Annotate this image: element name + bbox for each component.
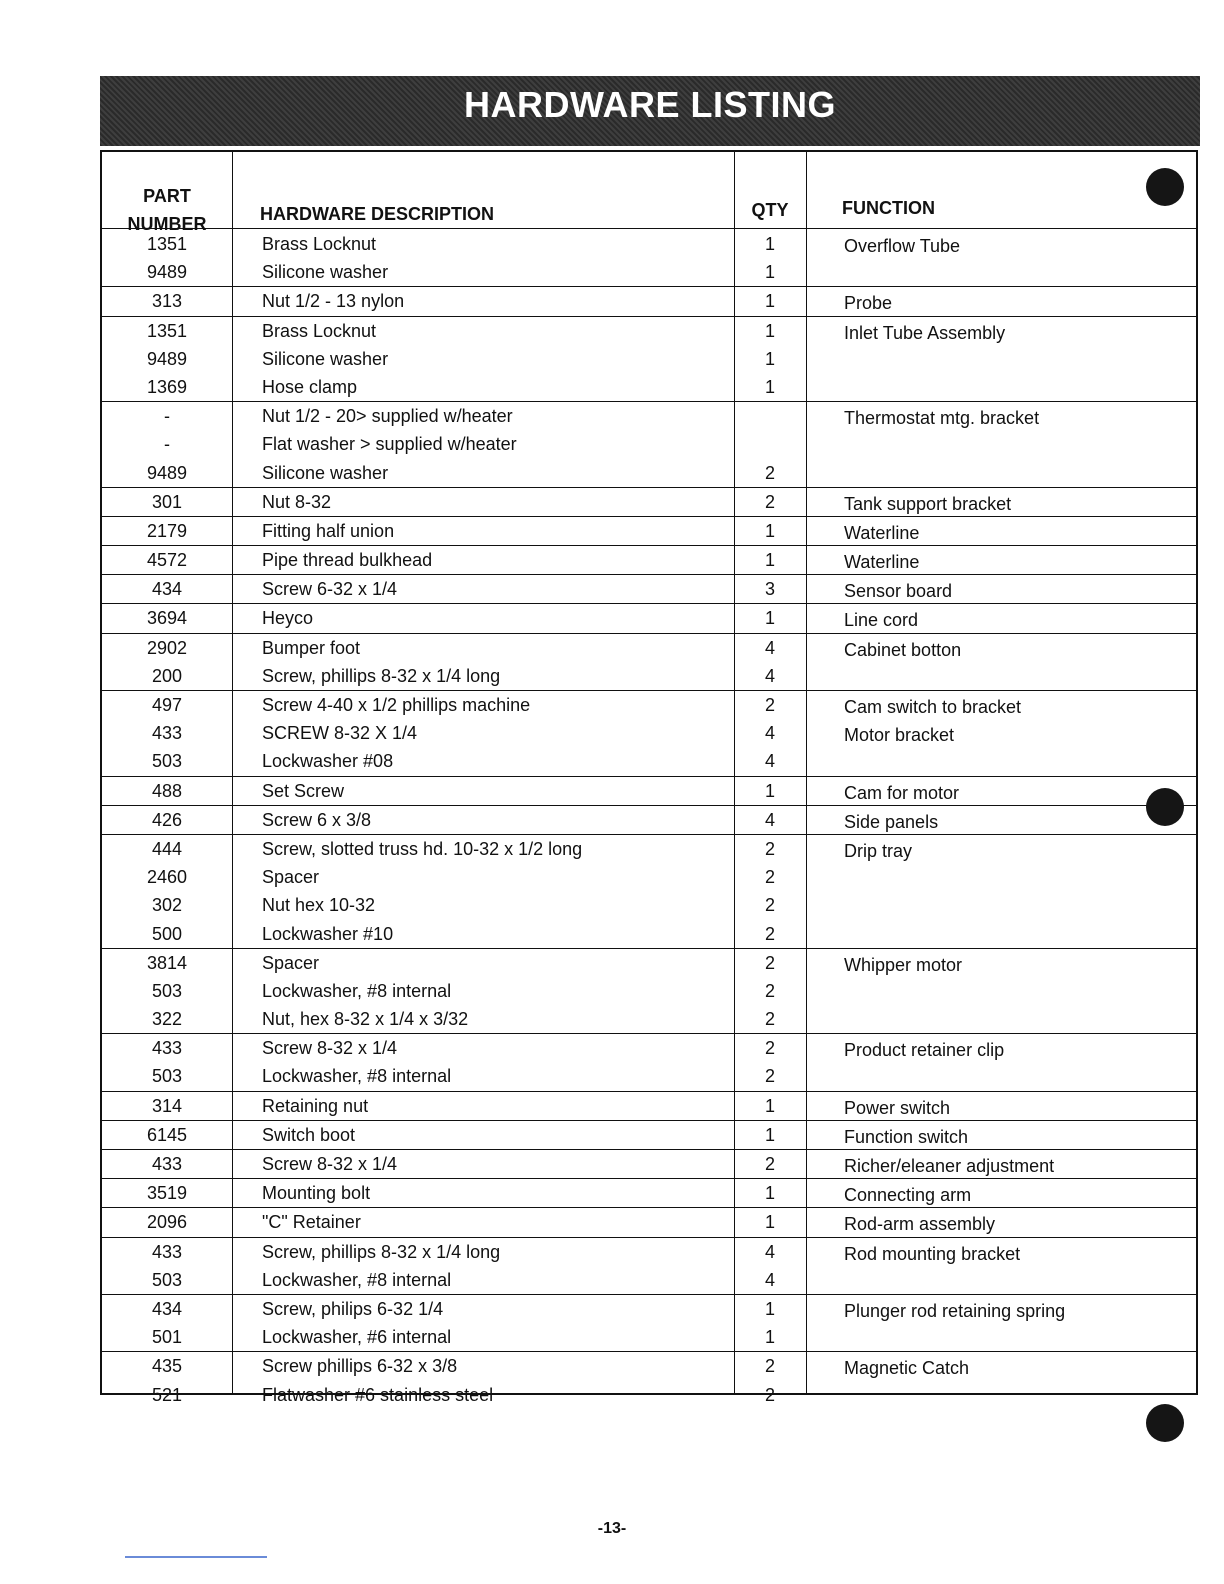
description-cell: Lockwasher #10 (262, 923, 394, 944)
table-row (102, 402, 1196, 430)
description-cell: Silicone washer (262, 262, 389, 283)
part-number-cell: 433 (151, 1154, 183, 1174)
table-row (102, 1266, 1196, 1294)
part-number-cell: 1369 (146, 376, 188, 397)
qty-cell: 1 (764, 1212, 775, 1233)
description-cell: Bumper foot (262, 637, 361, 658)
table-row (102, 517, 1196, 545)
qty-cell: 4 (764, 637, 775, 658)
qty-cell: 2 (764, 1356, 775, 1377)
qty-cell: 1 (764, 376, 775, 397)
description-cell: Brass Locknut (262, 234, 377, 254)
description-cell: Flat washer > supplied w/heater (262, 434, 517, 455)
table-row-group (102, 777, 1196, 806)
part-number-cell: 314 (151, 1095, 183, 1116)
part-number-cell: - (164, 406, 170, 427)
qty-cell: 2 (764, 462, 775, 483)
qty-cell: 2 (764, 923, 775, 944)
table-row (102, 604, 1196, 632)
function-cell: Waterline (844, 552, 920, 573)
qty-cell: 2 (764, 980, 775, 1001)
table-row (102, 863, 1196, 891)
description-cell: Screw 8-32 x 1/4 (262, 1038, 398, 1059)
function-cell: Cam for motor (844, 782, 960, 803)
title-banner (100, 76, 1200, 146)
part-number-cell: - (164, 434, 170, 455)
table-row-group (102, 691, 1196, 777)
table-row (102, 1323, 1196, 1351)
table-row (102, 1092, 1196, 1120)
description-cell: Brass Locknut (262, 320, 377, 341)
hardware-table (100, 150, 1198, 1405)
part-number-cell: 9489 (146, 262, 188, 283)
table-row (102, 1062, 1196, 1090)
description-cell: SCREW 8-32 X 1/4 (262, 723, 418, 744)
description-cell: "C" Retainer (262, 1212, 361, 1233)
qty-cell: 4 (764, 723, 775, 744)
description-cell: Nut hex 10-32 (262, 895, 376, 916)
qty-cell: 2 (764, 1009, 775, 1030)
table-row (102, 459, 1196, 487)
part-number-cell: 503 (151, 1066, 183, 1087)
part-number-cell: 488 (151, 780, 183, 801)
table-row-group (102, 517, 1196, 546)
qty-cell: 1 (764, 291, 775, 312)
qty-cell: 4 (764, 809, 775, 830)
part-number-cell: 433 (151, 1241, 183, 1262)
part-number-cell: 2902 (146, 637, 188, 658)
description-cell: Screw 6 x 3/8 (262, 809, 372, 830)
part-number-cell: 434 (151, 579, 183, 600)
table-row (102, 430, 1196, 458)
table-row (102, 1179, 1196, 1207)
description-cell: Screw, philips 6-32 1/4 (262, 1298, 444, 1319)
description-cell: Lockwasher, #6 internal (262, 1327, 452, 1348)
table-row (102, 258, 1196, 286)
qty-cell: 1 (764, 520, 775, 541)
qty-cell: 2 (764, 838, 775, 859)
function-cell: Side panels (844, 811, 939, 832)
part-number-cell: 500 (151, 923, 183, 944)
table-row (102, 317, 1196, 345)
table-row-group (102, 806, 1196, 835)
table-row-group (102, 1034, 1196, 1091)
part-number-cell: 3694 (146, 608, 188, 629)
function-cell: Cam switch to bracket (844, 697, 1022, 717)
table-header (102, 152, 1196, 234)
table-row-group (102, 546, 1196, 575)
description-cell: Switch boot (262, 1124, 356, 1145)
part-number-cell: 6145 (146, 1124, 188, 1145)
function-cell: Line cord (844, 610, 919, 631)
description-cell: Screw, phillips 8-32 x 1/4 long (262, 665, 501, 686)
header-qty: QTY (751, 200, 789, 220)
table-row (102, 949, 1196, 977)
description-cell: Retaining nut (262, 1095, 369, 1116)
part-number-cell: 444 (151, 838, 183, 859)
part-number-cell: 2179 (146, 520, 188, 541)
part-number-cell: 9489 (146, 348, 188, 369)
table-row-group (102, 949, 1196, 1035)
description-cell: Lockwasher, #8 internal (262, 1269, 452, 1290)
table-row (102, 747, 1196, 775)
function-cell: Richer/eleaner adjustment (844, 1156, 1055, 1176)
part-number-cell: 521 (151, 1384, 183, 1405)
qty-cell: 4 (764, 1269, 775, 1290)
table-row (102, 1005, 1196, 1033)
table-row (102, 662, 1196, 690)
table-row-group (102, 634, 1196, 691)
table-row-group (102, 317, 1196, 403)
function-cell: Drip tray (844, 840, 913, 861)
qty-cell: 2 (764, 895, 775, 916)
description-cell: Nut 1/2 - 13 nylon (262, 291, 405, 312)
qty-cell: 2 (764, 1038, 775, 1059)
description-cell: Spacer (262, 952, 320, 973)
table-row-group (102, 1179, 1196, 1208)
description-cell: Set Screw (262, 780, 345, 801)
description-cell: Screw, phillips 8-32 x 1/4 long (262, 1241, 501, 1262)
table-row-group (102, 835, 1196, 949)
function-cell: Magnetic Catch (844, 1358, 970, 1379)
qty-cell: 1 (764, 348, 775, 369)
table-row (102, 1034, 1196, 1062)
header-part-number: PART NUMBER (127, 186, 207, 234)
table-row-group (102, 604, 1196, 633)
table-row-group (102, 1150, 1196, 1179)
table-row (102, 1150, 1196, 1178)
table-row-group (102, 575, 1196, 604)
header-description: HARDWARE DESCRIPTION (260, 204, 495, 224)
part-number-cell: 3519 (146, 1183, 188, 1204)
part-number-cell: 503 (151, 980, 183, 1001)
function-cell: Overflow Tube (844, 236, 961, 256)
qty-cell: 1 (764, 1327, 775, 1348)
qty-cell: 1 (764, 1095, 775, 1116)
table-row (102, 1352, 1196, 1380)
punch-hole (1146, 788, 1184, 826)
part-number-cell: 433 (151, 723, 183, 744)
qty-cell: 2 (764, 1154, 775, 1174)
part-number-cell: 200 (151, 665, 183, 686)
description-cell: Lockwasher, #8 internal (262, 980, 452, 1001)
qty-cell: 3 (764, 579, 775, 600)
description-cell: Nut, hex 8-32 x 1/4 x 3/32 (262, 1009, 469, 1030)
description-cell: Flatwasher #6 stainless steel (262, 1384, 494, 1405)
function-cell: Motor bracket (844, 725, 955, 746)
part-number-cell: 301 (151, 491, 183, 512)
description-cell: Screw, slotted truss hd. 10-32 x 1/2 long (262, 838, 583, 859)
table-row-group (102, 230, 1196, 287)
table-row (102, 575, 1196, 603)
function-cell: Sensor board (844, 581, 953, 602)
function-cell: Whipper motor (844, 954, 963, 975)
table-row (102, 777, 1196, 805)
part-number-cell: 497 (151, 695, 183, 715)
function-cell: Connecting arm (844, 1185, 972, 1206)
function-cell: Inlet Tube Assembly (844, 322, 1006, 343)
table-row (102, 1208, 1196, 1236)
table-row-group (102, 1208, 1196, 1237)
table-row-group (102, 1352, 1196, 1408)
table-row (102, 920, 1196, 948)
table-row (102, 546, 1196, 574)
table-row-group (102, 1238, 1196, 1295)
qty-cell: 1 (764, 1183, 775, 1204)
qty-cell: 2 (764, 867, 775, 888)
qty-cell: 2 (764, 491, 775, 512)
table-row (102, 230, 1196, 258)
table-row (102, 691, 1196, 719)
part-number-cell: 1351 (146, 234, 188, 254)
part-number-cell: 426 (151, 809, 183, 830)
qty-cell: 1 (764, 780, 775, 801)
description-cell: Heyco (262, 608, 314, 629)
function-cell: Thermostat mtg. bracket (844, 408, 1040, 429)
table-row-group (102, 1295, 1196, 1352)
table-row (102, 1121, 1196, 1149)
table-row-group (102, 287, 1196, 316)
description-cell: Fitting half union (262, 520, 395, 541)
table-row (102, 891, 1196, 919)
table-row-group (102, 402, 1196, 488)
part-number-cell: 322 (151, 1009, 183, 1030)
page-number: -13- (597, 1520, 627, 1537)
description-cell: Screw 6-32 x 1/4 (262, 579, 398, 600)
description-cell: Screw phillips 6-32 x 3/8 (262, 1356, 458, 1377)
table-row (102, 1381, 1196, 1409)
qty-cell: 1 (764, 608, 775, 629)
qty-cell: 1 (764, 262, 775, 283)
qty-cell: 1 (764, 1124, 775, 1145)
punch-hole (1146, 1404, 1184, 1442)
function-cell: Function switch (844, 1126, 969, 1147)
description-cell: Mounting bolt (262, 1183, 371, 1204)
punch-hole (1146, 168, 1184, 206)
description-cell: Nut 8-32 (262, 491, 332, 512)
table-row (102, 806, 1196, 834)
header-function: FUNCTION (842, 198, 935, 218)
description-cell: Spacer (262, 867, 320, 888)
function-cell: Power switch (844, 1097, 951, 1118)
qty-cell: 2 (764, 1384, 775, 1405)
part-number-cell: 3814 (146, 952, 188, 973)
function-cell: Rod-arm assembly (844, 1214, 996, 1235)
table-row (102, 1295, 1196, 1323)
qty-cell: 1 (764, 234, 775, 254)
table-row (102, 977, 1196, 1005)
qty-cell: 4 (764, 1241, 775, 1262)
table-row (102, 719, 1196, 747)
table-row (102, 488, 1196, 516)
function-cell: Waterline (844, 522, 920, 543)
part-number-cell: 501 (151, 1327, 183, 1348)
table-row-group (102, 1121, 1196, 1150)
qty-cell: 1 (764, 550, 775, 571)
part-number-cell: 433 (151, 1038, 183, 1059)
qty-cell: 2 (764, 952, 775, 973)
part-number-cell: 434 (151, 1298, 183, 1319)
qty-cell: 1 (764, 1298, 775, 1319)
description-cell: Screw 8-32 x 1/4 (262, 1154, 398, 1174)
part-number-cell: 1351 (146, 320, 188, 341)
function-cell: Plunger rod retaining spring (844, 1300, 1066, 1321)
table-row-group (102, 488, 1196, 517)
description-cell: Lockwasher #08 (262, 751, 394, 772)
function-cell: Probe (844, 293, 893, 314)
page-title: HARDWARE LISTING (464, 84, 836, 125)
part-number-cell: 4572 (146, 550, 188, 571)
part-number-cell: 313 (151, 291, 183, 312)
description-cell: Pipe thread bulkhead (262, 550, 433, 571)
description-cell: Hose clamp (262, 376, 358, 397)
qty-cell: 2 (764, 1066, 775, 1087)
function-cell: Cabinet botton (844, 639, 962, 660)
description-cell: Silicone washer (262, 348, 389, 369)
function-cell: Tank support bracket (844, 493, 1012, 514)
description-cell: Screw 4-40 x 1/2 phillips machine (262, 695, 531, 715)
part-number-cell: 503 (151, 1269, 183, 1290)
decorative-line (125, 1556, 267, 1558)
qty-cell: 2 (764, 695, 775, 715)
table-row (102, 835, 1196, 863)
description-cell: Nut 1/2 - 20> supplied w/heater (262, 406, 513, 427)
function-cell: Product retainer clip (844, 1040, 1005, 1061)
description-cell: Lockwasher, #8 internal (262, 1066, 452, 1087)
qty-cell: 4 (764, 665, 775, 686)
table-body (102, 230, 1196, 1409)
table-row (102, 345, 1196, 373)
part-number-cell: 9489 (146, 462, 188, 483)
function-cell: Rod mounting bracket (844, 1243, 1021, 1264)
description-cell: Silicone washer (262, 462, 389, 483)
part-number-cell: 2096 (146, 1212, 188, 1233)
table-row (102, 287, 1196, 315)
part-number-cell: 435 (151, 1356, 183, 1377)
part-number-cell: 503 (151, 751, 183, 772)
part-number-cell: 2460 (146, 867, 188, 888)
part-number-cell: 302 (151, 895, 183, 916)
table-row (102, 634, 1196, 662)
table-row-group (102, 1092, 1196, 1121)
qty-cell: 1 (764, 320, 775, 341)
table-row (102, 1238, 1196, 1266)
table-row (102, 373, 1196, 401)
qty-cell: 4 (764, 751, 775, 772)
